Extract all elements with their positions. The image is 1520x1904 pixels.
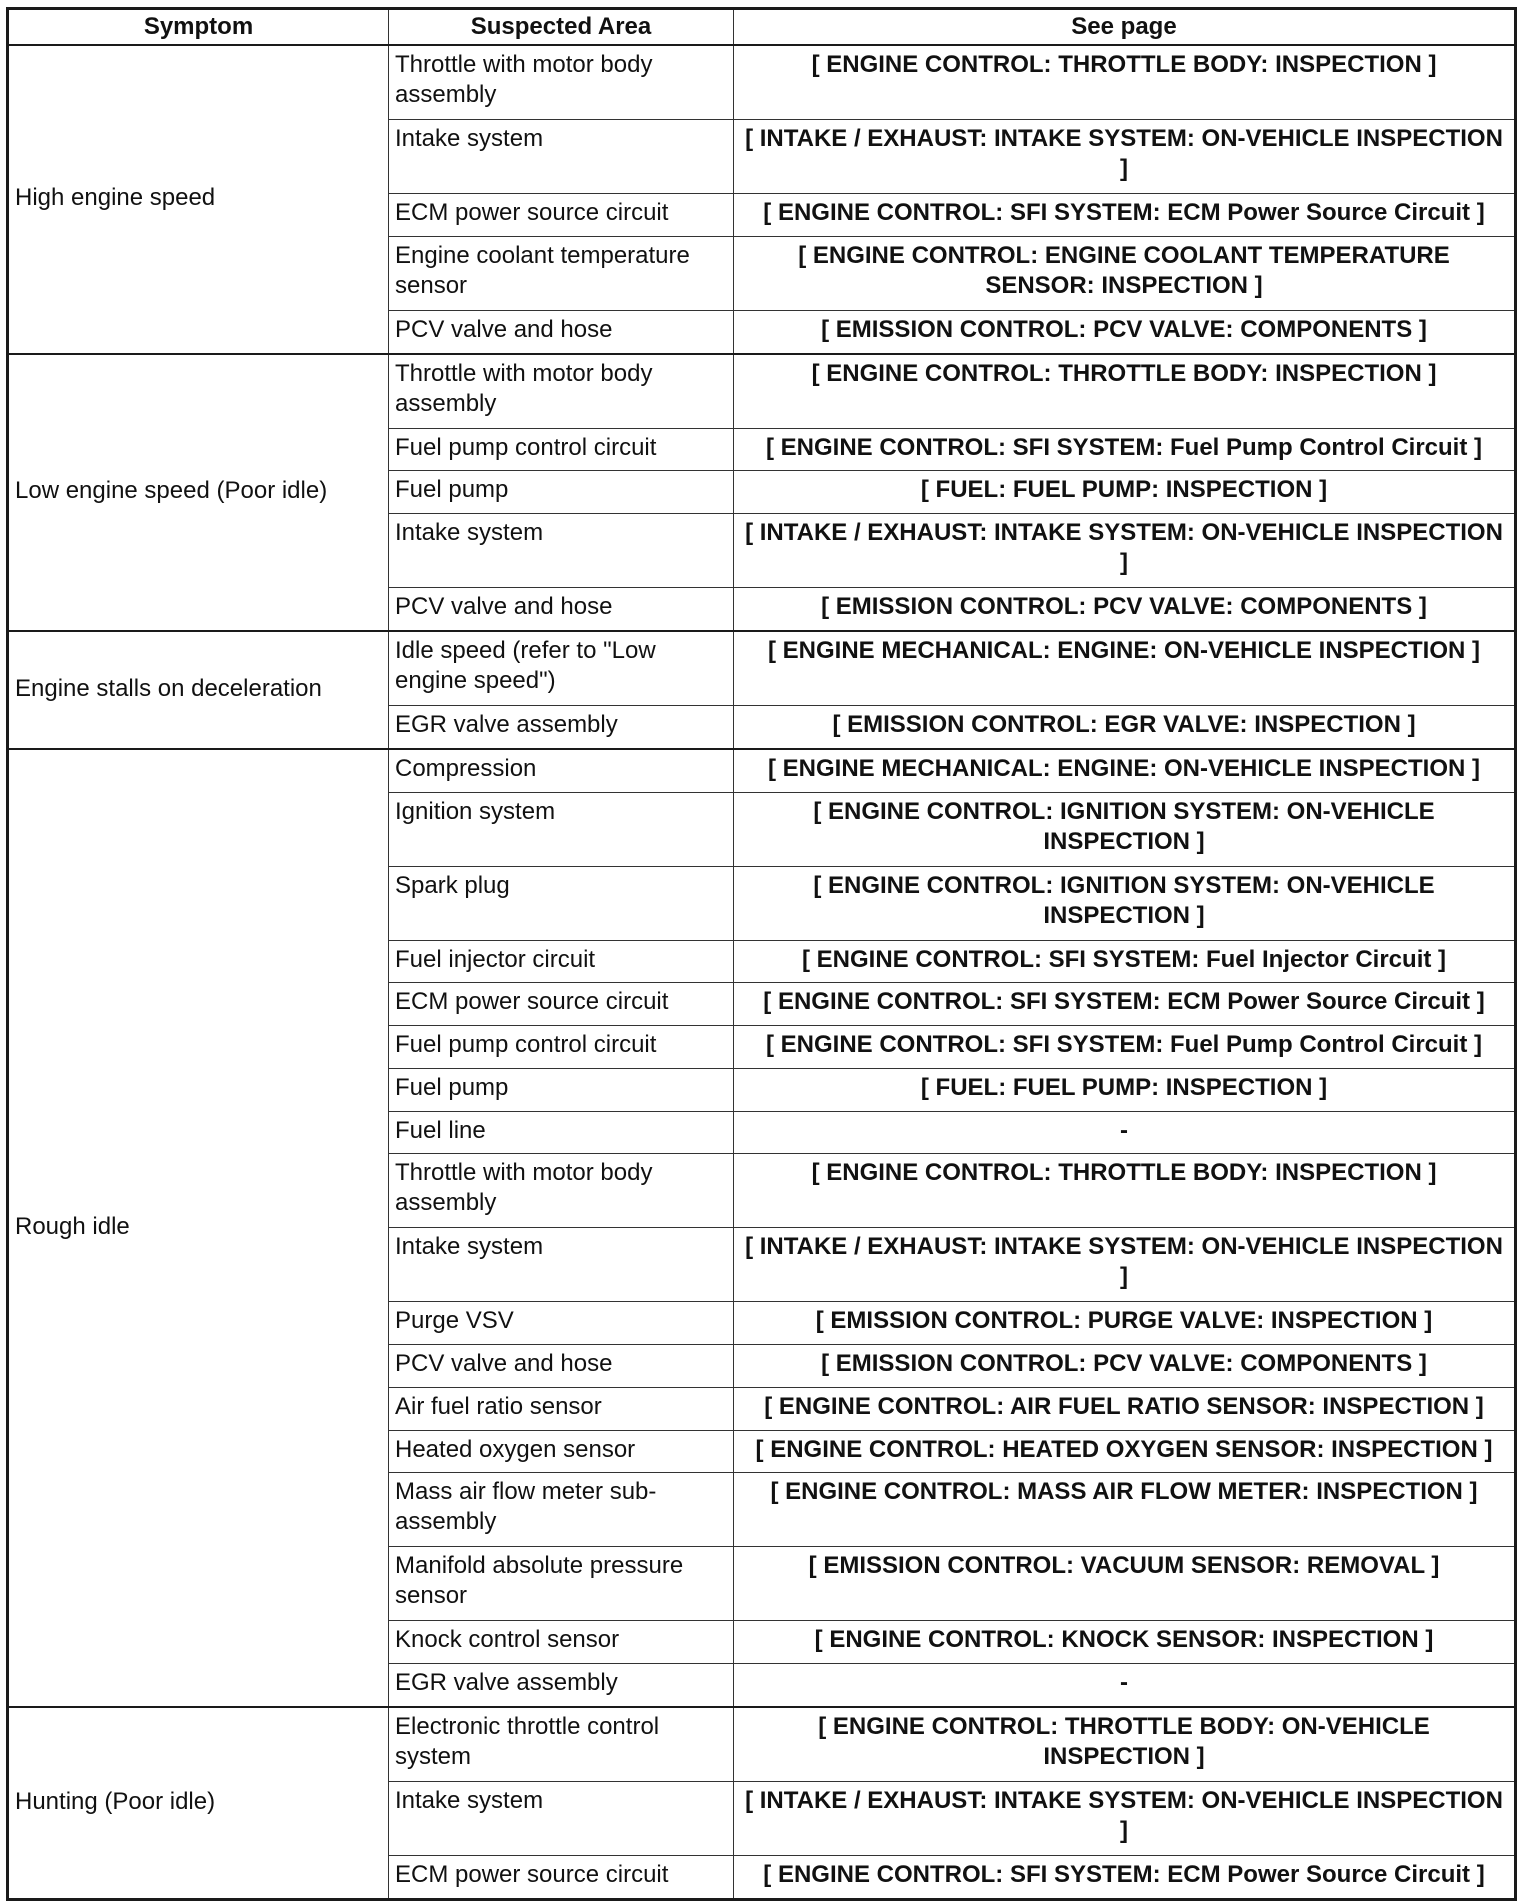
- suspected-area-cell: Intake system: [389, 514, 734, 588]
- see-page-link[interactable]: [ ENGINE CONTROL: AIR FUEL RATIO SENSOR: INSPECTION ]: [734, 1387, 1516, 1430]
- symptom-cell: Hunting (Poor idle): [8, 1707, 389, 1900]
- suspected-area-cell: Ignition system: [389, 792, 734, 866]
- suspected-area-cell: Manifold absolute pressure sensor: [389, 1547, 734, 1621]
- suspected-area-cell: Purge VSV: [389, 1302, 734, 1345]
- suspected-area-cell: PCV valve and hose: [389, 588, 734, 631]
- see-page-link[interactable]: [ ENGINE CONTROL: MASS AIR FLOW METER: INSPECTION ]: [734, 1473, 1516, 1547]
- see-page-link[interactable]: [ EMISSION CONTROL: PCV VALVE: COMPONENTS ]: [734, 1345, 1516, 1388]
- suspected-area-cell: Intake system: [389, 1228, 734, 1302]
- header-see-page: See page: [734, 9, 1516, 46]
- suspected-area-cell: Fuel pump: [389, 1068, 734, 1111]
- suspected-area-cell: Fuel injector circuit: [389, 940, 734, 983]
- suspected-area-cell: Mass air flow meter sub-assembly: [389, 1473, 734, 1547]
- header-symptom: Symptom: [8, 9, 389, 46]
- suspected-area-cell: Air fuel ratio sensor: [389, 1387, 734, 1430]
- see-page-link[interactable]: [ ENGINE CONTROL: THROTTLE BODY: ON-VEHICLE INSPECTION ]: [734, 1707, 1516, 1782]
- see-page-link[interactable]: [ ENGINE CONTROL: IGNITION SYSTEM: ON-VEHICLE INSPECTION ]: [734, 792, 1516, 866]
- see-page-link[interactable]: [ ENGINE CONTROL: KNOCK SENSOR: INSPECTION ]: [734, 1621, 1516, 1664]
- suspected-area-cell: Intake system: [389, 1782, 734, 1856]
- suspected-area-cell: Intake system: [389, 120, 734, 194]
- suspected-area-cell: Fuel pump: [389, 471, 734, 514]
- see-page-link[interactable]: [ ENGINE CONTROL: THROTTLE BODY: INSPECTION ]: [734, 45, 1516, 120]
- see-page-link[interactable]: [ ENGINE CONTROL: SFI SYSTEM: Fuel Pump Control Circuit ]: [734, 428, 1516, 471]
- suspected-area-cell: Fuel line: [389, 1111, 734, 1154]
- suspected-area-cell: Fuel pump control circuit: [389, 428, 734, 471]
- see-page-link[interactable]: [ FUEL: FUEL PUMP: INSPECTION ]: [734, 1068, 1516, 1111]
- see-page-link[interactable]: [ EMISSION CONTROL: EGR VALVE: INSPECTION ]: [734, 706, 1516, 749]
- suspected-area-cell: Throttle with motor body assembly: [389, 1154, 734, 1228]
- see-page-link[interactable]: [ FUEL: FUEL PUMP: INSPECTION ]: [734, 471, 1516, 514]
- see-page-link[interactable]: [ EMISSION CONTROL: VACUUM SENSOR: REMOVAL ]: [734, 1547, 1516, 1621]
- see-page-link[interactable]: [ INTAKE / EXHAUST: INTAKE SYSTEM: ON-VEHICLE INSPECTION ]: [734, 1782, 1516, 1856]
- suspected-area-cell: Idle speed (refer to "Low engine speed"): [389, 631, 734, 706]
- table-row: [8, 45, 1516, 120]
- suspected-area-cell: Knock control sensor: [389, 1621, 734, 1664]
- table-body: [8, 45, 1516, 1900]
- see-page-link[interactable]: [ EMISSION CONTROL: PCV VALVE: COMPONENTS ]: [734, 588, 1516, 631]
- suspected-area-cell: PCV valve and hose: [389, 310, 734, 353]
- suspected-area-cell: EGR valve assembly: [389, 706, 734, 749]
- see-page-link[interactable]: [ ENGINE CONTROL: THROTTLE BODY: INSPECTION ]: [734, 1154, 1516, 1228]
- see-page-link[interactable]: [ ENGINE CONTROL: SFI SYSTEM: Fuel Pump Control Circuit ]: [734, 1026, 1516, 1069]
- header-row: [8, 9, 1516, 46]
- header-suspected-area: Suspected Area: [389, 9, 734, 46]
- suspected-area-cell: ECM power source circuit: [389, 1856, 734, 1900]
- table-row: [8, 749, 1516, 792]
- see-page-link[interactable]: [ ENGINE CONTROL: THROTTLE BODY: INSPECTION ]: [734, 354, 1516, 429]
- suspected-area-cell: EGR valve assembly: [389, 1664, 734, 1707]
- suspected-area-cell: Throttle with motor body assembly: [389, 354, 734, 429]
- see-page-link[interactable]: [ ENGINE CONTROL: HEATED OXYGEN SENSOR: INSPECTION ]: [734, 1430, 1516, 1473]
- see-page-link[interactable]: [ ENGINE CONTROL: SFI SYSTEM: Fuel Injector Circuit ]: [734, 940, 1516, 983]
- see-page-link[interactable]: [ EMISSION CONTROL: PCV VALVE: COMPONENTS ]: [734, 310, 1516, 353]
- suspected-area-cell: Electronic throttle control system: [389, 1707, 734, 1782]
- suspected-area-cell: Compression: [389, 749, 734, 792]
- see-page-link[interactable]: [ ENGINE CONTROL: SFI SYSTEM: ECM Power Source Circuit ]: [734, 1856, 1516, 1900]
- suspected-area-cell: Heated oxygen sensor: [389, 1430, 734, 1473]
- suspected-area-cell: Engine coolant temperature sensor: [389, 236, 734, 310]
- table-row: [8, 354, 1516, 429]
- see-page-link[interactable]: [ ENGINE MECHANICAL: ENGINE: ON-VEHICLE INSPECTION ]: [734, 749, 1516, 792]
- see-page-link[interactable]: [ ENGINE MECHANICAL: ENGINE: ON-VEHICLE INSPECTION ]: [734, 631, 1516, 706]
- see-page-link[interactable]: [ EMISSION CONTROL: PURGE VALVE: INSPECTION ]: [734, 1302, 1516, 1345]
- table-row: [8, 631, 1516, 706]
- suspected-area-cell: Throttle with motor body assembly: [389, 45, 734, 120]
- suspected-area-cell: Spark plug: [389, 866, 734, 940]
- suspected-area-cell: ECM power source circuit: [389, 983, 734, 1026]
- suspected-area-cell: Fuel pump control circuit: [389, 1026, 734, 1069]
- symptom-cell: Low engine speed (Poor idle): [8, 354, 389, 631]
- symptom-cell: Rough idle: [8, 749, 389, 1707]
- suspected-area-cell: PCV valve and hose: [389, 1345, 734, 1388]
- see-page-link[interactable]: [ ENGINE CONTROL: ENGINE COOLANT TEMPERATURE SENSOR: INSPECTION ]: [734, 236, 1516, 310]
- see-page-link[interactable]: [ ENGINE CONTROL: SFI SYSTEM: ECM Power Source Circuit ]: [734, 983, 1516, 1026]
- see-page-link[interactable]: [ ENGINE CONTROL: IGNITION SYSTEM: ON-VEHICLE INSPECTION ]: [734, 866, 1516, 940]
- see-page-link[interactable]: [ INTAKE / EXHAUST: INTAKE SYSTEM: ON-VEHICLE INSPECTION ]: [734, 1228, 1516, 1302]
- see-page-link[interactable]: [ INTAKE / EXHAUST: INTAKE SYSTEM: ON-VEHICLE INSPECTION ]: [734, 120, 1516, 194]
- symptom-cell: Engine stalls on deceleration: [8, 631, 389, 749]
- see-page-link[interactable]: [ INTAKE / EXHAUST: INTAKE SYSTEM: ON-VEHICLE INSPECTION ]: [734, 514, 1516, 588]
- see-page-link: -: [734, 1111, 1516, 1154]
- suspected-area-cell: ECM power source circuit: [389, 194, 734, 237]
- symptom-table: [6, 7, 1517, 1901]
- see-page-link: -: [734, 1664, 1516, 1707]
- see-page-link[interactable]: [ ENGINE CONTROL: SFI SYSTEM: ECM Power Source Circuit ]: [734, 194, 1516, 237]
- symptom-cell: High engine speed: [8, 45, 389, 354]
- table-row: [8, 1707, 1516, 1782]
